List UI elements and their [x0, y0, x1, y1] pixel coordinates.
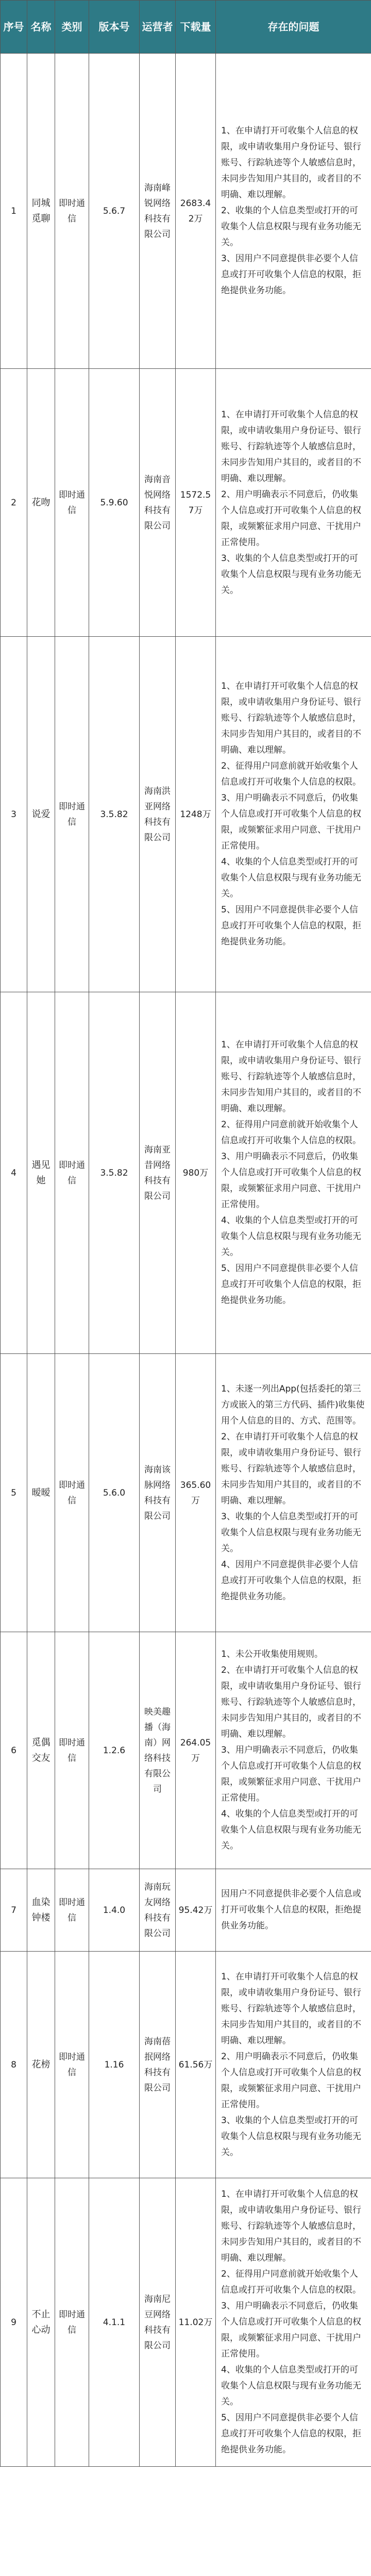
cell-operator: 海南玩友网络科技有限公司: [140, 1869, 176, 1952]
cell-version: 4.1.1: [89, 2178, 140, 2467]
cell-issues: [216, 1952, 371, 2178]
header-name: 名称: [27, 1, 55, 54]
table-header-row: [1, 1, 371, 54]
issue-item: 5、因用户不同意提供非必要个人信息或打开可收集个人信息的权限，拒绝提供业务功能。: [221, 905, 361, 947]
issue-item: 3、收集的个人信息类型或打开的可收集个人信息权限与现有业务功能无关。: [221, 2115, 361, 2158]
issue-item: 1、在申请打开可收集个人信息的权限，或申请收集用户身份证号、银行账号、行踪轨迹等个人敏感信息时，未同步告知用户其目的，或者目的不明确、难以理解。: [221, 126, 361, 200]
cell-issues: [216, 1354, 371, 1632]
cell-app-name: 花吻: [27, 369, 55, 637]
header-version: 版本号: [89, 1, 140, 54]
header-category: 类别: [55, 1, 89, 54]
cell-downloads: 95.42万: [176, 1869, 216, 1952]
cell-category: 即时通信: [55, 992, 89, 1354]
table-row: [1, 54, 371, 369]
table-row: [1, 1632, 371, 1869]
cell-app-name: 血染钟楼: [27, 1869, 55, 1952]
issue-item: 4、因用户不同意提供非必要个人信息或打开可收集个人信息的权限，拒绝提供业务功能。: [221, 1559, 361, 1602]
cell-category: 即时通信: [55, 1869, 89, 1952]
issue-item: 2、在申请打开可收集个人信息的权限，或申请收集用户身份证号、银行账号、行踪轨迹等个人敏感信息时，未同步告知用户其目的，或者目的不明确、难以理解。: [221, 1665, 361, 1739]
cell-operator: 海南音悦网络科技有限公司: [140, 369, 176, 637]
issue-item: 2、用户明确表示不同意后，仍收集个人信息或打开可收集个人信息的权限，或频繁征求用户同意、干扰用户正常使用。: [221, 489, 361, 548]
issue-item: 4、收集的个人信息类型或打开的可收集个人信息权限与现有业务功能无关。: [221, 1215, 361, 1258]
table-row: [1, 1952, 371, 2178]
cell-app-name: 不止心动: [27, 2178, 55, 2467]
issue-item: 2、在申请打开可收集个人信息的权限，或申请收集用户身份证号、银行账号、行踪轨迹等个人敏感信息时，未同步告知用户其目的，或者目的不明确、难以理解。: [221, 1431, 361, 1506]
issue-item: 2、用户明确表示不同意后，仍收集个人信息或打开可收集个人信息的权限，或频繁征求用户同意、干扰用户正常使用。: [221, 2051, 361, 2110]
cell-operator: 海南亚昔网络科技有限公司: [140, 992, 176, 1354]
issue-item: 1、在申请打开可收集个人信息的权限，或申请收集用户身份证号、银行账号、行踪轨迹等个人敏感信息时，未同步告知用户其目的，或者目的不明确、难以理解。: [221, 681, 361, 755]
cell-category: 即时通信: [55, 2178, 89, 2467]
issue-item: 4、收集的个人信息类型或打开的可收集个人信息权限与现有业务功能无关。: [221, 1809, 361, 1851]
table-row: [1, 2178, 371, 2467]
table-row: [1, 637, 371, 992]
cell-operator: 映美趣播（海南）网络科技有限公司: [140, 1632, 176, 1869]
cell-category: 即时通信: [55, 54, 89, 369]
issue-item: 1、在申请打开可收集个人信息的权限，或申请收集用户身份证号、银行账号、行踪轨迹等个人敏感信息时，未同步告知用户其目的，或者目的不明确、难以理解。: [221, 2189, 361, 2263]
cell-downloads: 1248万: [176, 637, 216, 992]
cell-version: 3.5.82: [89, 992, 140, 1354]
cell-index: 1: [1, 54, 27, 369]
issue-item: 4、收集的个人信息类型或打开的可收集个人信息权限与现有业务功能无关。: [221, 857, 361, 899]
header-issues: 存在的问题: [216, 1, 371, 54]
cell-downloads: 365.60万: [176, 1354, 216, 1632]
issue-item: 3、用户明确表示不同意后，仍收集个人信息或打开可收集个人信息的权限，或频繁征求用户同意、干扰用户正常使用。: [221, 1151, 361, 1210]
issue-item: 4、收集的个人信息类型或打开的可收集个人信息权限与现有业务功能无关。: [221, 2365, 361, 2407]
cell-downloads: 1572.57万: [176, 369, 216, 637]
cell-issues: [216, 369, 371, 637]
cell-downloads: 11.02万: [176, 2178, 216, 2467]
cell-app-name: 觅偶交友: [27, 1632, 55, 1869]
cell-category: 即时通信: [55, 369, 89, 637]
issue-item: 3、用户明确表示不同意后，仍收集个人信息或打开可收集个人信息的权限，或频繁征求用户同意、干扰用户正常使用。: [221, 1745, 361, 1803]
cell-index: 9: [1, 2178, 27, 2467]
issue-item: 3、收集的个人信息类型或打开的可收集个人信息权限与现有业务功能无关。: [221, 553, 361, 596]
cell-app-name: 花榜: [27, 1952, 55, 2178]
cell-issues: [216, 2178, 371, 2467]
cell-app-name: 说爱: [27, 637, 55, 992]
header-downloads: 下载量: [176, 1, 216, 54]
table-row: [1, 992, 371, 1354]
cell-app-name: 遇见她: [27, 992, 55, 1354]
table-row: [1, 1354, 371, 1632]
cell-downloads: 264.05万: [176, 1632, 216, 1869]
issue-item: 3、用户明确表示不同意后，仍收集个人信息或打开可收集个人信息的权限，或频繁征求用户同意、干扰用户正常使用。: [221, 793, 361, 851]
cell-issues: [216, 1869, 371, 1952]
cell-operator: 海南洪亚网络科技有限公司: [140, 637, 176, 992]
cell-issues: [216, 992, 371, 1354]
cell-index: 2: [1, 369, 27, 637]
table-row: [1, 1869, 371, 1952]
cell-operator: 海南该脉网络科技有限公司: [140, 1354, 176, 1632]
cell-category: 即时通信: [55, 1952, 89, 2178]
issue-item: 1、未公开收集使用规则。: [221, 1649, 323, 1659]
issue-item: 2、征得用户同意前就开始收集个人信息或打开可收集个人信息的权限。: [221, 761, 361, 787]
cell-issues: [216, 54, 371, 369]
issue-item: 3、因用户不同意提供非必要个人信息或打开可收集个人信息的权限，拒绝提供业务功能。: [221, 253, 361, 296]
cell-version: 1.2.6: [89, 1632, 140, 1869]
cell-operator: 海南蓓抿网络科技有限公司: [140, 1952, 176, 2178]
issue-item: 1、在申请打开可收集个人信息的权限，或申请收集用户身份证号、银行账号、行踪轨迹等个人敏感信息时，未同步告知用户其目的，或者目的不明确、难以理解。: [221, 1040, 361, 1114]
cell-index: 8: [1, 1952, 27, 2178]
cell-app-name: 暧暧: [27, 1354, 55, 1632]
issue-item: 3、用户明确表示不同意后，仍收集个人信息或打开可收集个人信息的权限，或频繁征求用户同意、干扰用户正常使用。: [221, 2301, 361, 2359]
table-body: [1, 54, 371, 2467]
issue-item: 5、因用户不同意提供非必要个人信息或打开可收集个人信息的权限，拒绝提供业务功能。: [221, 1263, 361, 1306]
issue-item: 5、因用户不同意提供非必要个人信息或打开可收集个人信息的权限，拒绝提供业务功能。: [221, 2413, 361, 2455]
cell-index: 7: [1, 1869, 27, 1952]
cell-app-name: 同城觅聊: [27, 54, 55, 369]
cell-operator: 海南峰锐网络科技有限公司: [140, 54, 176, 369]
cell-downloads: 2683.42万: [176, 54, 216, 369]
header-index: 序号: [1, 1, 27, 54]
issue-item: 因用户不同意提供非必要个人信息或打开可收集个人信息的权限，拒绝提供业务功能。: [221, 1889, 361, 1931]
cell-index: 6: [1, 1632, 27, 1869]
cell-downloads: 61.56万: [176, 1952, 216, 2178]
cell-version: 5.6.0: [89, 1354, 140, 1632]
cell-version: 1.4.0: [89, 1869, 140, 1952]
issue-item: 1、在申请打开可收集个人信息的权限，或申请收集用户身份证号、银行账号、行踪轨迹等个人敏感信息时，未同步告知用户其目的，或者目的不明确、难以理解。: [221, 1971, 361, 2046]
cell-category: 即时通信: [55, 1354, 89, 1632]
cell-downloads: 980万: [176, 992, 216, 1354]
cell-version: 3.5.82: [89, 637, 140, 992]
issue-item: 2、收集的个人信息类型或打开的可收集个人信息权限与现有业务功能无关。: [221, 206, 361, 248]
cell-index: 5: [1, 1354, 27, 1632]
header-operator: 运营者: [140, 1, 176, 54]
cell-issues: [216, 637, 371, 992]
issue-item: 1、在申请打开可收集个人信息的权限，或申请收集用户身份证号、银行账号、行踪轨迹等个人敏感信息时，未同步告知用户其目的，或者目的不明确、难以理解。: [221, 409, 361, 484]
issue-item: 2、征得用户同意前就开始收集个人信息或打开可收集个人信息的权限。: [221, 1120, 361, 1146]
cell-category: 即时通信: [55, 1632, 89, 1869]
issue-item: 2、征得用户同意前就开始收集个人信息或打开可收集个人信息的权限。: [221, 2269, 361, 2295]
issue-item: 3、收集的个人信息类型或打开的可收集个人信息权限与现有业务功能无关。: [221, 1511, 361, 1554]
cell-index: 3: [1, 637, 27, 992]
cell-version: 5.9.60: [89, 369, 140, 637]
cell-issues: [216, 1632, 371, 1869]
cell-operator: 海南尼豆网络科技有限公司: [140, 2178, 176, 2467]
cell-version: 5.6.7: [89, 54, 140, 369]
cell-index: 4: [1, 992, 27, 1354]
cell-version: 1.16: [89, 1952, 140, 2178]
table-row: [1, 369, 371, 637]
cell-category: 即时通信: [55, 637, 89, 992]
issue-item: 1、未逐一列出App(包括委托的第三方或嵌入的第三方代码、插件)收集使用个人信息的目的、方式、范围等。: [221, 1383, 365, 1426]
